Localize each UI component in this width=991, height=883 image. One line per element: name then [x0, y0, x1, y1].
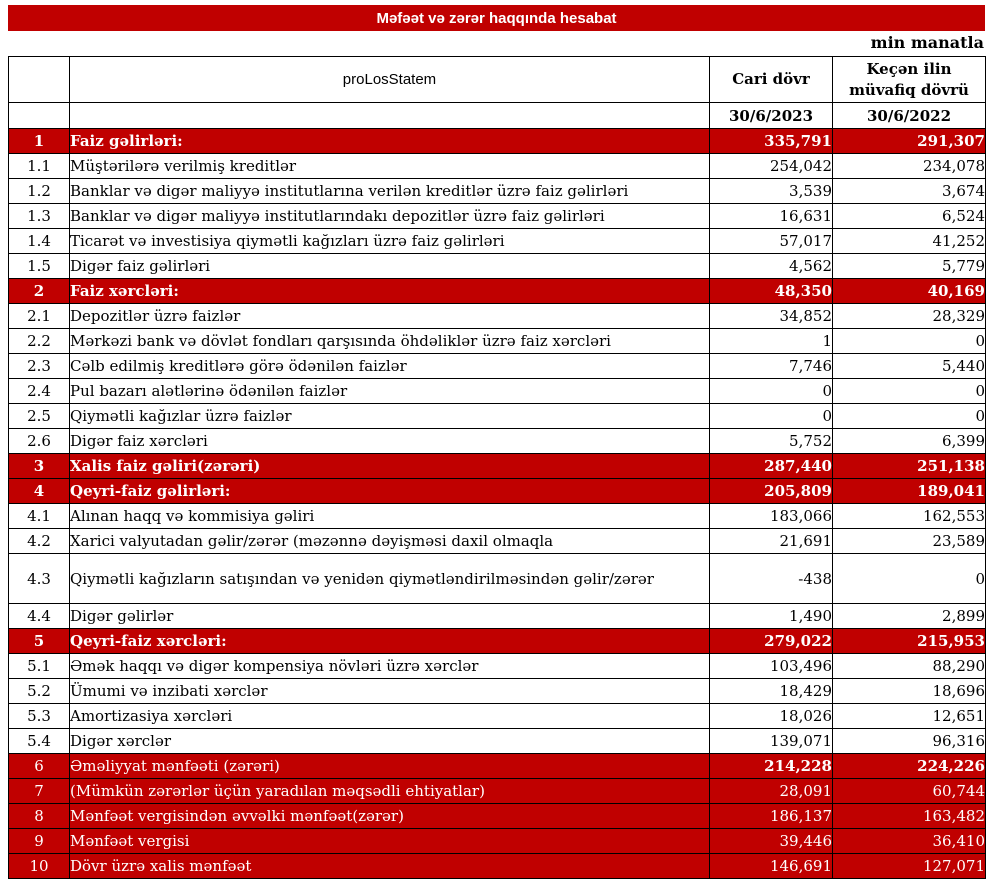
- row-previous-value: 5,779: [833, 254, 986, 279]
- table-row: [9, 179, 986, 204]
- row-current-value: -438: [710, 554, 833, 604]
- table-row: [9, 479, 986, 504]
- row-current-value: 335,791: [710, 129, 833, 154]
- row-number: 1.5: [9, 254, 70, 279]
- row-previous-value: 6,399: [833, 429, 986, 454]
- row-label: Ticarət və investisiya qiymətli kağızları üzrə faiz gəlirləri: [70, 229, 710, 254]
- row-current-value: 103,496: [710, 654, 833, 679]
- row-number: 1.4: [9, 229, 70, 254]
- row-label: (Mümkün zərərlər üçün yaradılan məqsədli ehtiyatlar): [70, 779, 710, 804]
- row-label: Qiymətli kağızların satışından və yenidən qiymətləndirilməsindən gəlir/zərər: [70, 554, 710, 604]
- row-current-value: 1: [710, 329, 833, 354]
- table-row: [9, 629, 986, 654]
- table-row: [9, 354, 986, 379]
- row-number: 5.3: [9, 704, 70, 729]
- row-label: Banklar və digər maliyyə institutlarına verilən kreditlər üzrə faiz gəlirləri: [70, 179, 710, 204]
- row-number: 2.2: [9, 329, 70, 354]
- row-previous-value: 0: [833, 379, 986, 404]
- row-previous-value: 163,482: [833, 804, 986, 829]
- row-number: 1.3: [9, 204, 70, 229]
- row-number: 4.3: [9, 554, 70, 604]
- row-number: 6: [9, 754, 70, 779]
- table-row: [9, 804, 986, 829]
- table-row: [9, 679, 986, 704]
- row-label: Alınan haqq və kommisiya gəliri: [70, 504, 710, 529]
- row-previous-value: 251,138: [833, 454, 986, 479]
- row-number: 4.2: [9, 529, 70, 554]
- row-current-value: 28,091: [710, 779, 833, 804]
- row-number: 2.1: [9, 304, 70, 329]
- table-row: [9, 329, 986, 354]
- row-previous-value: 234,078: [833, 154, 986, 179]
- table-row: [9, 654, 986, 679]
- row-number: 1.2: [9, 179, 70, 204]
- header-previous-period: Keçən ilin müvafiq dövrü: [833, 57, 986, 103]
- row-current-value: 1,490: [710, 604, 833, 629]
- row-label: Depozitlər üzrə faizlər: [70, 304, 710, 329]
- row-number: 5.1: [9, 654, 70, 679]
- row-label: Əmək haqqı və digər kompensiya növləri üzrə xərclər: [70, 654, 710, 679]
- table-date-row: [9, 103, 986, 129]
- row-current-value: 0: [710, 379, 833, 404]
- row-current-value: 3,539: [710, 179, 833, 204]
- row-current-value: 21,691: [710, 529, 833, 554]
- table-row: [9, 154, 986, 179]
- row-number: 1: [9, 129, 70, 154]
- row-label: Pul bazarı alətlərinə ödənilən faizlər: [70, 379, 710, 404]
- row-number: 7: [9, 779, 70, 804]
- header-empty-cell: [9, 57, 70, 103]
- row-current-value: 34,852: [710, 304, 833, 329]
- table-row: [9, 429, 986, 454]
- row-current-value: 5,752: [710, 429, 833, 454]
- row-label: Cəlb edilmiş kreditlərə görə ödənilən faizlər: [70, 354, 710, 379]
- row-current-value: 4,562: [710, 254, 833, 279]
- row-label: Digər gəlirlər: [70, 604, 710, 629]
- row-label: Digər faiz gəlirləri: [70, 254, 710, 279]
- table-row: [9, 304, 986, 329]
- header-previous-date: 30/6/2022: [833, 103, 986, 129]
- row-current-value: 39,446: [710, 829, 833, 854]
- row-current-value: 214,228: [710, 754, 833, 779]
- header-current-date: 30/6/2023: [710, 103, 833, 129]
- header-current-period: Cari dövr: [710, 57, 833, 103]
- row-label: Faiz gəlirləri:: [70, 129, 710, 154]
- row-number: 2: [9, 279, 70, 304]
- row-number: 3: [9, 454, 70, 479]
- table-row: [9, 254, 986, 279]
- row-previous-value: 189,041: [833, 479, 986, 504]
- row-previous-value: 162,553: [833, 504, 986, 529]
- row-current-value: 186,137: [710, 804, 833, 829]
- row-label: Dövr üzrə xalis mənfəət: [70, 854, 710, 879]
- row-current-value: 139,071: [710, 729, 833, 754]
- row-current-value: 287,440: [710, 454, 833, 479]
- row-label: Digər faiz xərcləri: [70, 429, 710, 454]
- row-current-value: 205,809: [710, 479, 833, 504]
- row-previous-value: 2,899: [833, 604, 986, 629]
- row-previous-value: 3,674: [833, 179, 986, 204]
- table-row: [9, 454, 986, 479]
- unit-note: min manatla: [870, 33, 984, 52]
- table-row: [9, 129, 986, 154]
- row-previous-value: 36,410: [833, 829, 986, 854]
- row-label: Amortizasiya xərcləri: [70, 704, 710, 729]
- row-previous-value: 40,169: [833, 279, 986, 304]
- row-number: 2.3: [9, 354, 70, 379]
- row-previous-value: 0: [833, 554, 986, 604]
- row-number: 10: [9, 854, 70, 879]
- row-current-value: 16,631: [710, 204, 833, 229]
- row-current-value: 254,042: [710, 154, 833, 179]
- table-row: [9, 829, 986, 854]
- row-previous-value: 0: [833, 329, 986, 354]
- table-row: [9, 554, 986, 604]
- row-number: 4.1: [9, 504, 70, 529]
- row-label: Digər xərclər: [70, 729, 710, 754]
- row-previous-value: 0: [833, 404, 986, 429]
- table-row: [9, 504, 986, 529]
- table-row: [9, 854, 986, 879]
- row-label: Mənfəət vergisi: [70, 829, 710, 854]
- row-current-value: 18,429: [710, 679, 833, 704]
- table-row: [9, 754, 986, 779]
- table-row: [9, 729, 986, 754]
- row-number: 2.4: [9, 379, 70, 404]
- row-current-value: 57,017: [710, 229, 833, 254]
- row-number: 2.5: [9, 404, 70, 429]
- table-row: [9, 279, 986, 304]
- report-title-bar: [8, 5, 985, 31]
- row-previous-value: 12,651: [833, 704, 986, 729]
- row-label: Banklar və digər maliyyə institutlarındakı depozitlər üzrə faiz gəlirləri: [70, 204, 710, 229]
- row-current-value: 48,350: [710, 279, 833, 304]
- table-row: [9, 229, 986, 254]
- row-number: 5.4: [9, 729, 70, 754]
- row-current-value: 7,746: [710, 354, 833, 379]
- header-statement-name: proLosStatem: [70, 57, 710, 103]
- row-number: 4: [9, 479, 70, 504]
- row-label: Xalis faiz gəliri(zərəri): [70, 454, 710, 479]
- row-previous-value: 6,524: [833, 204, 986, 229]
- profit-loss-table: [8, 56, 986, 879]
- row-label: Xarici valyutadan gəlir/zərər (məzənnə dəyişməsi daxil olmaqla: [70, 529, 710, 554]
- row-label: Mənfəət vergisindən əvvəlki mənfəət(zərər): [70, 804, 710, 829]
- row-previous-value: 96,316: [833, 729, 986, 754]
- row-label: Əməliyyat mənfəəti (zərəri): [70, 754, 710, 779]
- date-empty-cell-1: [9, 103, 70, 129]
- report-title: Məfəət və zərər haqqında hesabat: [376, 9, 617, 27]
- row-previous-value: 291,307: [833, 129, 986, 154]
- row-current-value: 18,026: [710, 704, 833, 729]
- row-label: Mərkəzi bank və dövlət fondları qarşısında öhdəliklər üzrə faiz xərcləri: [70, 329, 710, 354]
- row-label: Müştərilərə verilmiş kreditlər: [70, 154, 710, 179]
- table-row: [9, 379, 986, 404]
- row-number: 2.6: [9, 429, 70, 454]
- row-previous-value: 41,252: [833, 229, 986, 254]
- row-current-value: 0: [710, 404, 833, 429]
- row-label: Ümumi və inzibati xərclər: [70, 679, 710, 704]
- date-empty-cell-2: [70, 103, 710, 129]
- row-previous-value: 18,696: [833, 679, 986, 704]
- row-previous-value: 23,589: [833, 529, 986, 554]
- row-number: 9: [9, 829, 70, 854]
- table-row: [9, 779, 986, 804]
- row-number: 8: [9, 804, 70, 829]
- row-current-value: 183,066: [710, 504, 833, 529]
- row-current-value: 279,022: [710, 629, 833, 654]
- row-previous-value: 215,953: [833, 629, 986, 654]
- row-number: 5.2: [9, 679, 70, 704]
- row-previous-value: 5,440: [833, 354, 986, 379]
- row-previous-value: 88,290: [833, 654, 986, 679]
- row-previous-value: 28,329: [833, 304, 986, 329]
- table-row: [9, 204, 986, 229]
- table-row: [9, 604, 986, 629]
- row-label: Qeyri-faiz gəlirləri:: [70, 479, 710, 504]
- row-label: Qeyri-faiz xərcləri:: [70, 629, 710, 654]
- row-current-value: 146,691: [710, 854, 833, 879]
- table-row: [9, 404, 986, 429]
- row-label: Qiymətli kağızlar üzrə faizlər: [70, 404, 710, 429]
- row-number: 1.1: [9, 154, 70, 179]
- row-previous-value: 224,226: [833, 754, 986, 779]
- table-row: [9, 704, 986, 729]
- row-previous-value: 60,744: [833, 779, 986, 804]
- row-previous-value: 127,071: [833, 854, 986, 879]
- row-number: 5: [9, 629, 70, 654]
- row-label: Faiz xərcləri:: [70, 279, 710, 304]
- row-number: 4.4: [9, 604, 70, 629]
- table-header-row: [9, 57, 986, 103]
- table-row: [9, 529, 986, 554]
